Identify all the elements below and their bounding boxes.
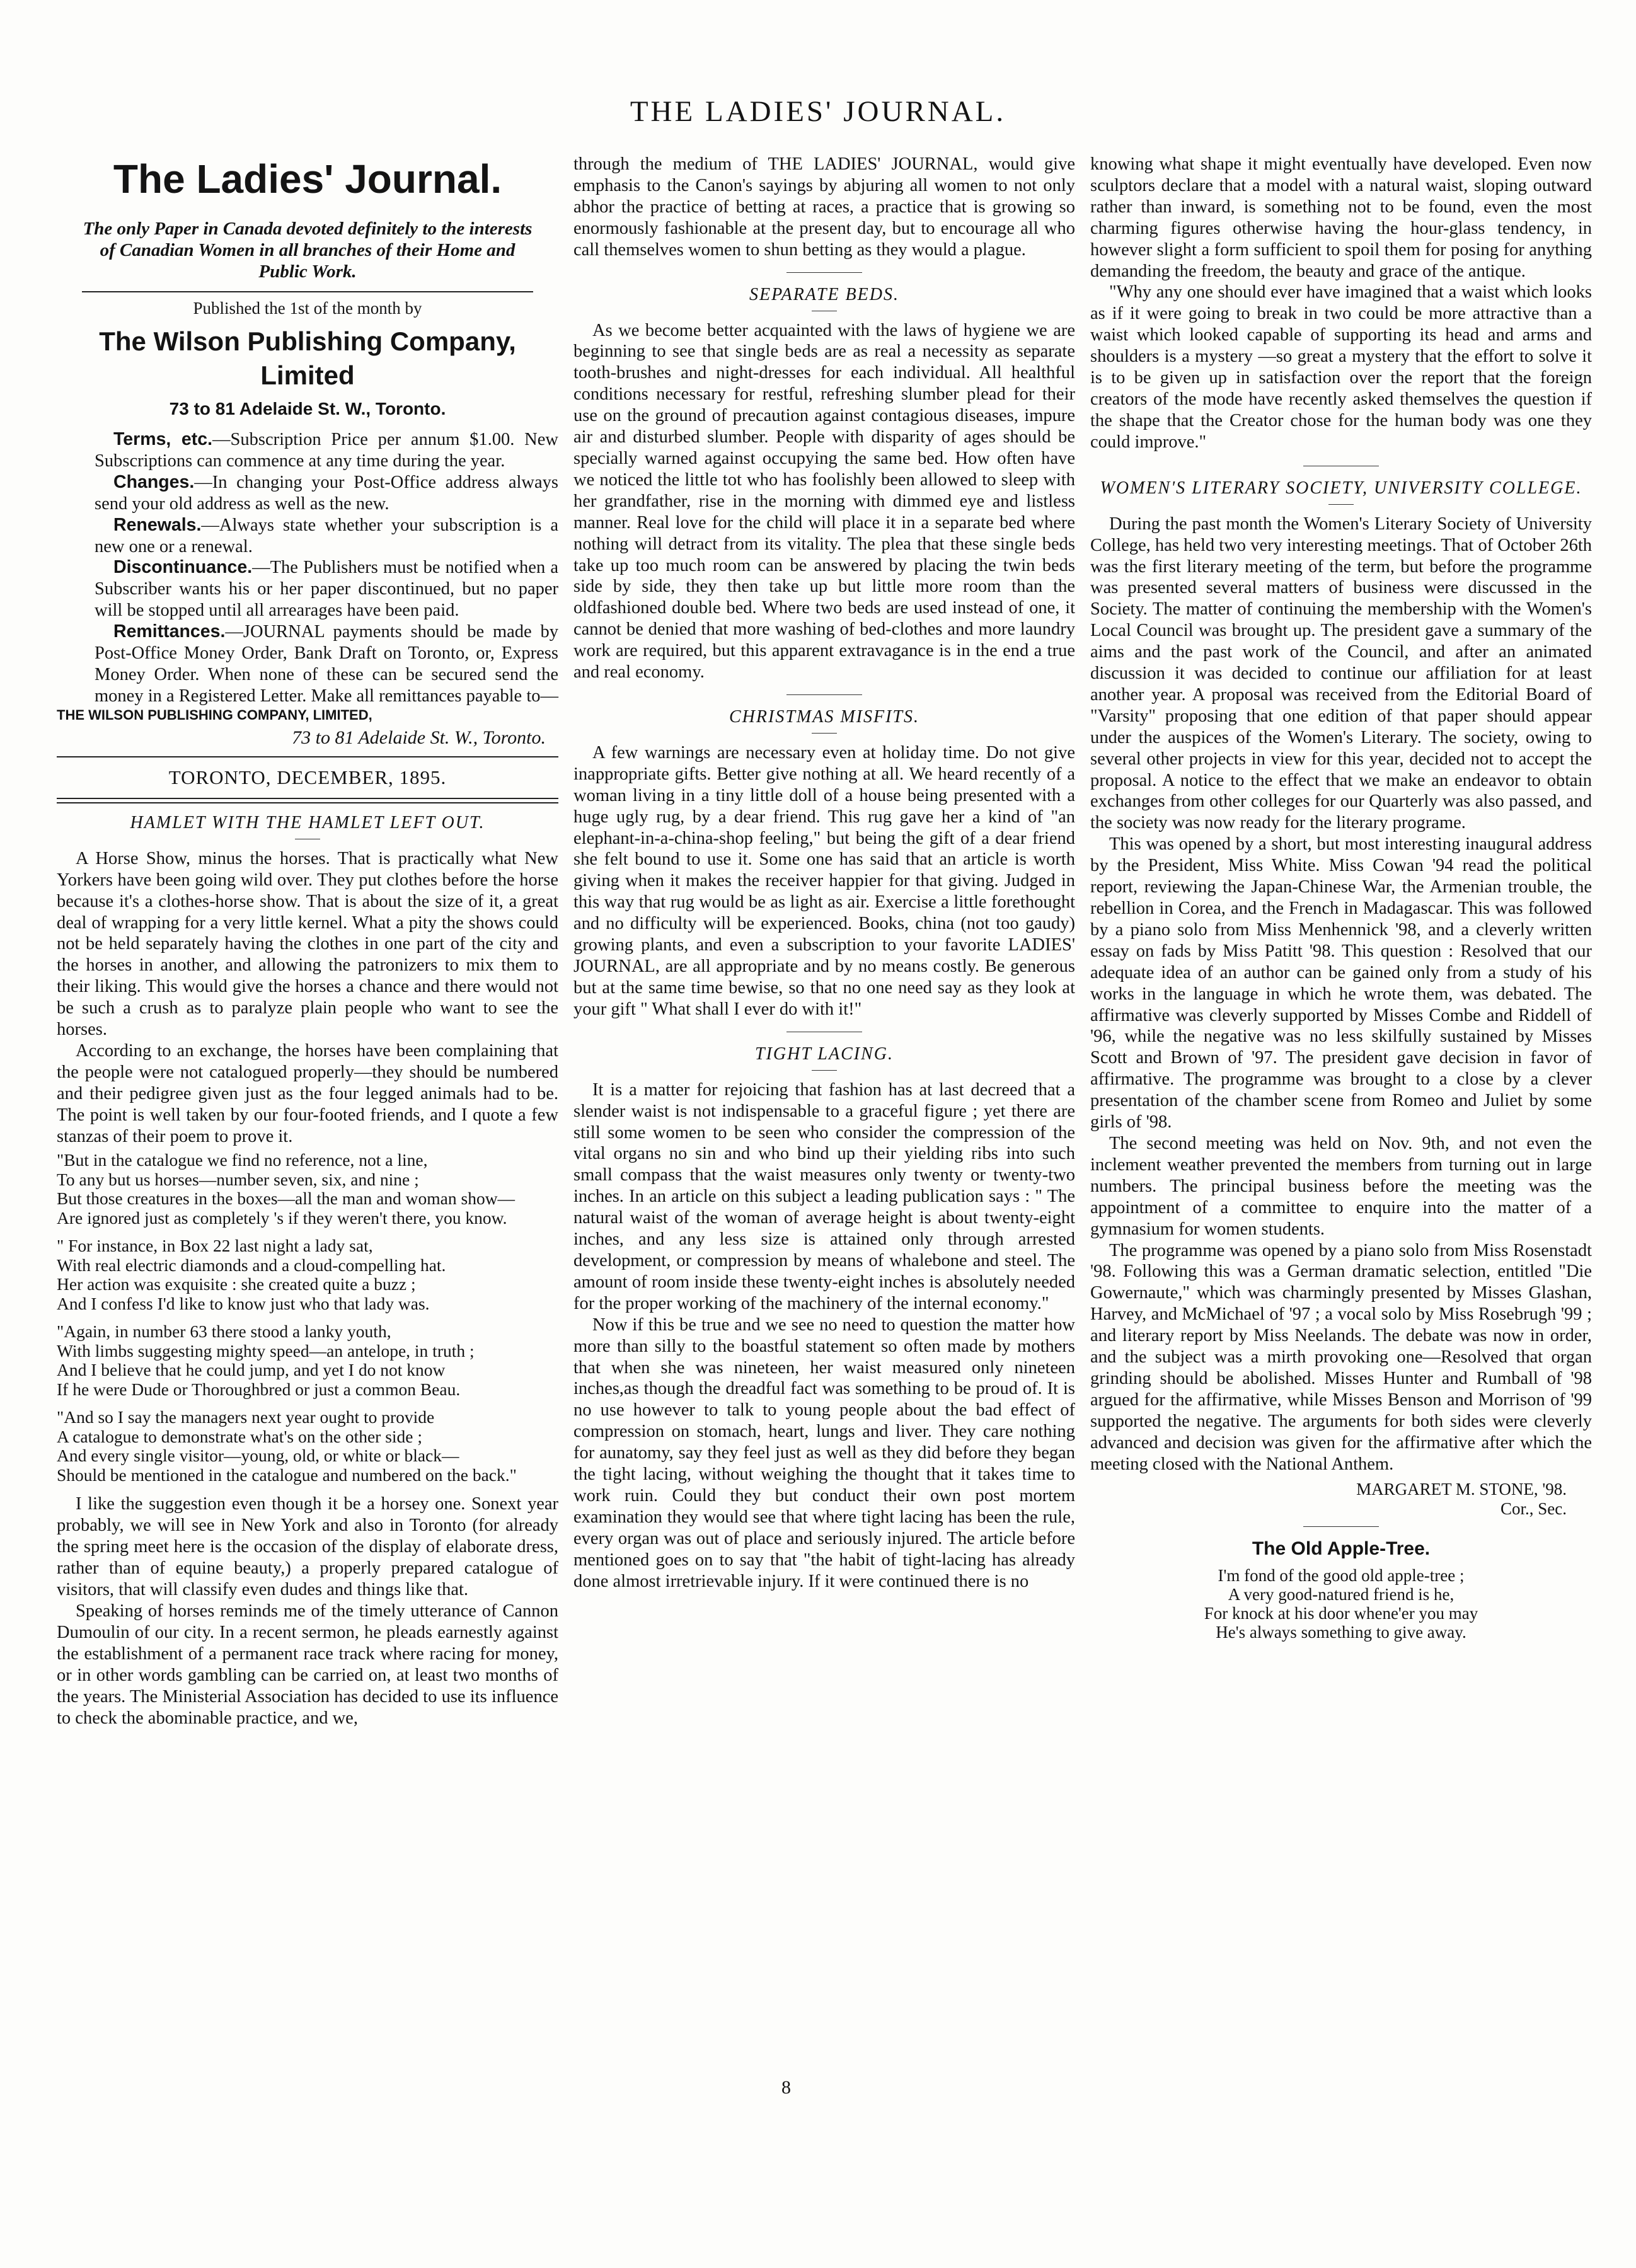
terms-label: Terms, etc. [113,429,213,449]
terms-text: —In changing your Post-Office address always send your old address as well as the new. [95,472,558,514]
terms-item [57,621,558,707]
article-paragraph: This was opened by a short, but most interesting inaugural address by the President, Miss White. Miss Cowan '94 read the political report, reviewing the Japan-Chinese War, the Armenian trouble, the rebellion in Corea, and the French in Madagascar. This was followed by a piano solo from Miss Menhennick '98, and a cleverly written essay on fads by Miss Patitt '98. This question : Resolved that our adequate idea of an author can be gained only from a study of his works in the language in which he wrote them, was debated. The affirmative was cleverly supported by Misses Combe and Riddell of '96, while the negative was no less skilfully sustained by Misses Scott and Brown of '97. The president gave decision in favor of affirmative. The programme was brought to a close by a clever presentation of the chamber scene from Romeo and Juliet by some girls of '98. [1090,834,1592,1132]
poem-stanza [57,1151,558,1228]
poem-line: But those creatures in the boxes—all the man and woman show— [57,1189,516,1209]
poem-line: "But in the catalogue we find no reference, not a line, [57,1150,428,1170]
column-3 [1090,154,1592,1642]
divider [82,291,533,292]
double-rule [57,798,558,803]
poem-title: The Old Apple-Tree. [1252,1538,1431,1560]
terms-text: —Always state whether your subscription is a new one or a renewal. [95,515,558,556]
column-2 [573,154,1075,1592]
article-heading-separate-beds: SEPARATE BEDS. [749,284,899,304]
terms-text: —Subscription Price per annum $1.00. New Subscriptions can commence at any time during the year. [95,430,558,471]
dateline: TORONTO, DECEMBER, 1895. [168,766,447,788]
article-heading-christmas-misfits: CHRISTMAS MISFITS. [729,706,919,727]
poem-line: For knock at his door whene'er you may [1204,1604,1478,1623]
column-1 [57,154,558,1729]
poem-line: A very good-natured friend is he, [1228,1585,1455,1604]
article-paragraph: Now if this be true and we see no need to question the matter how more than silly to the boastful statement so often made by mothers that when she was nineteen, her waist measured only nineteen inches,as though the dreadful fact was something to be proud of. It is no use however to talk to young people about the bad effect of compression on stomach, heart, lungs and liver. They care nothing for aunatomy, say they feel just as well as they did before they began the tight lacing, without weighing the thought that it takes time to work ruin. Could they but conduct their own post mortem examination they would see that where tight lacing has been the rule, every organ was out of place and seriously injured. The article before mentioned goes on to say that "the habit of tight-lacing has already done almost irretrievable injury. If it were continued there is no [573,1315,1075,1591]
poem-line: And I confess I'd like to know just who that lady was. [57,1293,430,1313]
terms-item [57,429,558,472]
terms-label: Renewals. [113,514,202,535]
poem-line: "And so I say the managers next year ought to provide [57,1407,435,1427]
apple-tree-poem [1090,1566,1592,1642]
divider [786,694,862,695]
terms-label: Changes. [113,471,195,492]
article-paragraph: During the past month the Women's Literary Society of University College, has held two very interesting meetings. That of October 26th was the first literary meeting of the term, but before the programme was presented several matters of business were discussed in the Society. The matter of continuing the membership with the Women's Local Council was brought up. The president gave a summary of the aims and the past work of the Council, and after an animated discussion it was decided to continue our affiliation for at least another year. A proposal was received from the Editorial Board of "Varsity" proposing that one edition of that paper should appear under the auspices of the Women's Literary. The society, owing to several other projects in view for this year, decided not to accept the proposal. A notice to the effect that we make an endeavor to obtain exchanges from other colleges for our Quarterly was also passed, and the society was now ready for the literary programe. [1090,514,1592,833]
divider [57,756,558,757]
poem-line: And every single visitor—young, old, or white or black— [57,1446,459,1466]
running-head: THE LADIES' JOURNAL. [630,95,1006,128]
divider [812,1070,837,1071]
article-paragraph: The second meeting was held on Nov. 9th, and not even the inclement weather prevented the members from turning out in large numbers. The principal business before the meeting was the appointment of a committee to enquire into the matter of a gymnasium for women students. [1090,1133,1592,1239]
article-paragraph: "Why any one should ever have imagined that a waist which looks as if it were going to break in two could be more attractive than a waist which looked capable of supporting its head and arms and shoulders is a mystery —so great a mystery that the effort to solve it is to be given up in satisfaction over the report that the foreign creators of the mode have recently asked themselves the question if the shape that the Creator chose for the human body was one they could improve." [1090,282,1592,452]
terms-item [57,472,558,515]
publisher-name: The Wilson Publishing Company, Limited [99,326,516,390]
terms-list [57,429,558,707]
article-paragraph: through the medium of THE LADIES' JOURNAL, would give emphasis to the Canon's sayings by abjuring all women to not only abhor the practice of betting at races, a practice that is growing so enormously fashionable at the present day, but to encourage all who call themselves women to shun betting as they would a plague. [573,154,1075,260]
article-paragraph: knowing what shape it might eventually have developed. Even now sculptors declare that a model with a natural waist, sloping outward rather than inward, is something not to be found, even the most charming figures otherwise having the hour-glass tendency, in however slight a form sufficient to spoil them for posing for anything demanding the freedom, the beauty and grace of the antique. [1090,154,1592,281]
poem-line: With limbs suggesting mighty speed—an antelope, in truth ; [57,1340,475,1361]
poem-stanza [57,1408,558,1485]
article-paragraph: Speaking of horses reminds me of the timely utterance of Cannon Dumoulin of our city. In a recent sermon, he pleads earnestly against the establishment of a permanent race track where racing for money, or in other words gambling can be carried on, at least two months of the years. The Ministerial Association has decided to use its influence to check the abominable practice, and we, [57,1601,558,1728]
poem-line: Are ignored just as completely 's if they weren't there, you know. [57,1207,507,1228]
article-paragraph: It is a matter for rejoicing that fashion has at last decreed that a slender waist is not indispensable to a graceful figure ; yet there are still some women to be seen who consider the compression of the vital organs no sin and who bind up their yielding ribs into such small compass that the waist measures only twenty or twenty-two inches. In an article on this subject a leading publication says : " The natural waist of the woman of average height is about twenty-eight inches, and any less size is attained only through arrested development, or compression by means of whalebone and steel. The amount of room inside these twenty-eight inches is absolutely needed for the proper working of the machinery of the internal economy." [573,1079,1075,1313]
divider [1328,504,1354,505]
poem-line: He's always something to give away. [1216,1623,1466,1642]
company-caps-line: THE WILSON PUBLISHING COMPANY, LIMITED, [57,706,372,723]
terms-text: —JOURNAL payments should be made by Post-Office Money Order, Bank Draft on Toronto, or, Express Money Order. When none of these can be secured send the money in a Registered Letter. Make all remittances payable to— [95,622,558,706]
poem-line: I'm fond of the good old apple-tree ; [1218,1566,1465,1586]
signature: MARGARET M. STONE, '98. [1356,1480,1567,1499]
article-heading-tight-lacing: TIGHT LACING. [755,1044,894,1064]
article-paragraph: According to an exchange, the horses have been complaining that the people were not catalogued properly—they should be numbered and their pedigree given just as the four legged animals had to be. The point is well taken by our four-footed friends, and I quote a few stanzas of their poem to prove it. [57,1040,558,1146]
poem-stanza [57,1236,558,1313]
poem-line: And I believe that he could jump, and yet I do not know [57,1360,446,1380]
poem-line: "Again, in number 63 there stood a lanky youth, [57,1321,391,1342]
page-number: 8 [781,2077,791,2098]
company-address-italic: 73 to 81 Adelaide St. W., Toronto. [292,727,546,748]
article-paragraph: A few warnings are necessary even at holiday time. Do not give inappropriate gifts. Better give nothing at all. We heard recently of a woman living in a tiny little doll of a house being presented with a huge ugly rug, by a dear friend. This rug gave her a kind of "an elephant-in-a-china-shop feeling," but being the gift of a dear friend she felt bound to use it. Some one has said that an article is worth giving when it makes the receiver happier for that giving. Judged in this way that rug would be as light as air. Exercise a little forethought and no difficulty will be experienced. Books, china (not too gaudy) growing plants, and even a subscription to your favorite LADIES' JOURNAL, are all appropriate and by no means costly. Be generous but at the same time bewise, so that no one need say as they look at your gift " What shall I ever do with it!" [573,742,1075,1019]
article-heading-literary-society: WOMEN'S LITERARY SOCIETY, UNIVERSITY COLLEGE. [1100,478,1582,498]
horse-poem [57,1151,558,1485]
published-line: Published the 1st of the month by [193,299,422,318]
masthead-title: The Ladies' Journal. [113,156,502,202]
poem-line: To any but us horses—number seven, six, and nine ; [57,1169,419,1189]
divider [786,272,862,273]
terms-label: Remittances. [113,621,226,642]
article-heading-hamlet: HAMLET WITH THE HAMLET LEFT OUT. [130,812,485,832]
poem-line: " For instance, in Box 22 last night a lady sat, [57,1236,373,1256]
divider [1303,1526,1379,1527]
terms-label: Discontinuance. [113,557,253,578]
poem-stanza [57,1322,558,1399]
poem-line: If he were Dude or Thoroughbred or just a common Beau. [57,1379,461,1399]
article-paragraph: I like the suggestion even though it be a horsey one. Sonext year probably, we will see in New York and also in Toronto (for already the spring meet here is the occasion of the display of elaborate dress, rather than of equine beauty,) a properly prepared catalogue of visitors, that will classify even dudes and things like that. [57,1494,558,1600]
signature-role: Cor., Sec. [1501,1499,1567,1519]
poem-line: Her action was exquisite : she created quite a buzz ; [57,1274,416,1294]
poem-line: A catalogue to demonstrate what's on the other side ; [57,1426,423,1446]
article-paragraph: As we become better acquainted with the laws of hygiene we are beginning to see that single beds are as real a necessity as separate tooth-brushes and night-dresses for each individual. All healthful conditions necessary for restful, refreshing slumber plead for their use on the ground of precaution against contagious diseases, impure air and disturbed slumber. People with disparity of ages should be specially warned against occupying the same bed. How often have we noticed the little tot who has foolishly been allowed to sleep with her grandfather, rise in the morning with dimmed eye and listless manner. Real love for the child will place it in a separate bed where nothing will detract from its vitality. The plea that these single beds take up too much room can be answered by placing the twin beds side by side, they then take up but little more room than the oldfashioned double bed. Where two beds are used instead of one, it cannot be denied that more washing of bed-clothes and more laundry work are required, but this apparent extravagance is in the end a true and real economy. [573,320,1075,682]
article-paragraph: The programme was opened by a piano solo from Miss Rosenstadt '98. Following this was a German dramatic selection, entitled "Die Gowernaute," which was charmingly presented by Misses Glashan, Harvey, and McMichael of '97 ; a vocal solo by Miss Rosebrugh '99 ; and literary report by Miss Neelands. The debate was now in order, and the subject was a mirth provoking one—Resolved that organ grinding should be abolished. Misses Hunter and Rumball of '98 argued for the affirmative, while Misses Benson and Morrison of '99 supported the negative. The arguments for both sides were cleverly advanced and decision was given for the affirmative after which the meeting closed with the National Anthem. [1090,1240,1592,1474]
poem-line: Should be mentioned in the catalogue and numbered on the back." [57,1465,517,1485]
poem-line: With real electric diamonds and a cloud-compelling hat. [57,1255,446,1275]
publisher-address: 73 to 81 Adelaide St. W., Toronto. [169,399,446,418]
terms-item [57,515,558,558]
terms-item [57,557,558,621]
article-paragraph: A Horse Show, minus the horses. That is practically what New Yorkers have been going wild over. They put clothes before the horse because it's a clothes-horse show. That is about the size of it, a great deal of wrapping for a very little kernel. What a pity the shows could not be held separately having the clothes in one part of the city and the horses in another, and allowing the patronizers to mix them to their liking. This would give the horses a chance and there would not be such a crush as to paralyze plain people who want to see the horses. [57,848,558,1040]
masthead-tagline: The only Paper in Canada devoted definitely to the interests of Canadian Women in all branches of their Home and Public Work. [83,219,533,282]
terms-text: —The Publishers must be notified when a Subscriber wants his or her paper discontinued, but no paper will be stopped until all arrearages have been paid. [95,558,558,621]
divider [812,733,837,734]
